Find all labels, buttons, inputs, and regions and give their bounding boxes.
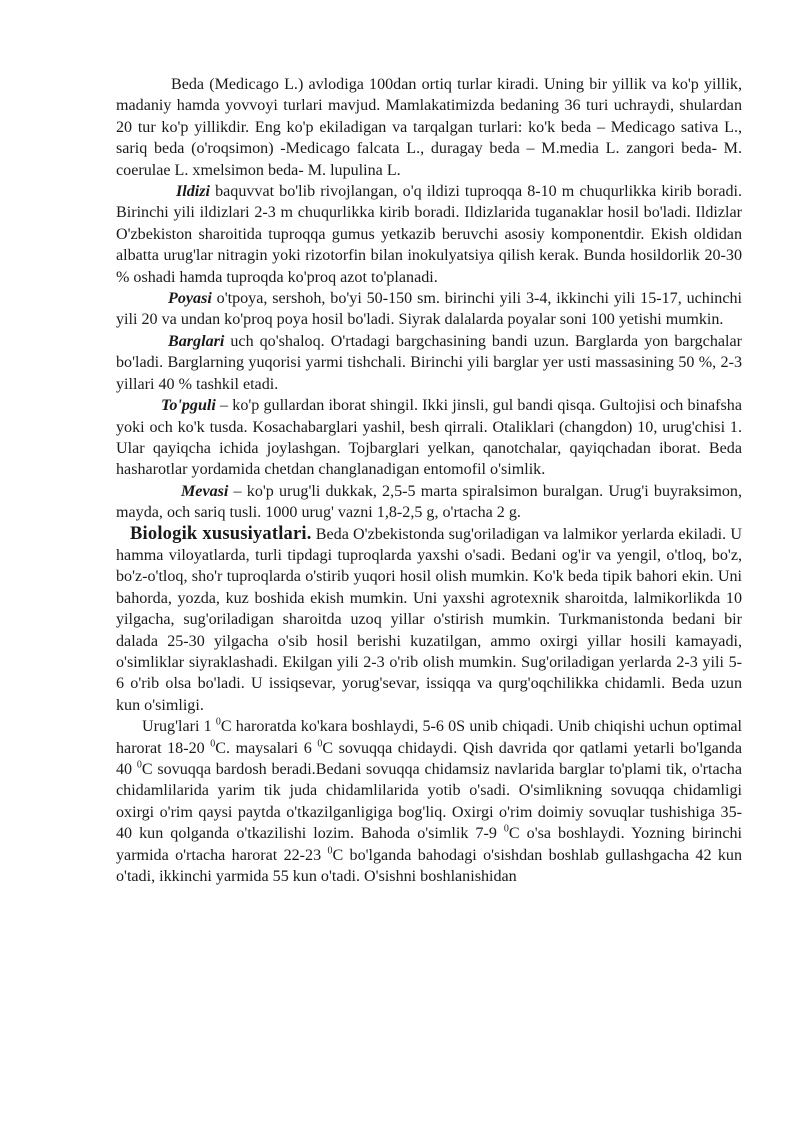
temp-text-a: Urug'lari 1 <box>142 718 216 736</box>
paragraph-temperature <box>116 716 742 887</box>
temp-text-c: C. maysalari 6 <box>215 739 318 757</box>
paragraph-leaves <box>116 331 742 395</box>
term-inflorescence: To'pguli <box>161 397 216 415</box>
temp-text-f: C o'sa boshlaydi. Yozning birinchi yarmida o'rtacha harorat 22-23 <box>116 825 742 864</box>
degree-mark: 0 <box>503 823 509 835</box>
document-page <box>116 74 742 887</box>
section-heading-biology: Biologik xususiyatlari. <box>130 523 312 544</box>
paragraph-root <box>116 181 742 288</box>
temp-text-e: C sovuqqa bardosh beradi.Bedani sovuqqa chidamsiz navlarida barglar to'plami tik, o'rtacha chidamlilarida yarim tik juda chidamlilarida yotib o'sadi. O'simlikning sovuqqa chidamligi oxirgi o'rim qaysi paytda o'tkazilganligiga bog'liq. Oxirgi o'rim doimiy sovuqlar tushishiga 35-40 kun qolganda o'tkazilishi lozim. Bahoda o'simlik 7-9 <box>116 761 742 843</box>
inflorescence-text: – ko'p gullardan iborat shingil. Ikki jinsli, gul bandi qisqa. Gultojisi och binafsha yoki och ko'k tusda. Kosachabarglari yashil, besh qirrali. Otaliklari (changdon) 10, urug'chisi 1. Ular qayiqcha ichida joylashgan. Tojbarglari yelkan, qanotchalar, qayiqchadan iborat. Beda hasharotlar yordamida chetdan changlanadigan entomofil o'simlik. <box>116 397 742 479</box>
root-text: baquvvat bo'lib rivojlangan, o'q ildizi tuproqqa 8-10 m chuqurlikka kirib boradi. Birinchi yili ildizlari 2-3 m chuqurlikka kirib boradi. Ildizlarida tuganaklar hosil bo'ladi. Ildizlar O'zbekiston sharoitida tuproqqa gumus yetkazib beruvchi asosiy komponentdir. Ekish oldidan albatta urug'lar nitragin yoki rizotorfin bilan inokulyatsiya qilish kerak. Bunda hosildorlik 20-30 % oshadi hamda tuproqda ko'proq azot to'planadi. <box>116 183 742 286</box>
degree-mark: 0 <box>317 738 323 750</box>
term-stem: Poyasi <box>168 290 212 308</box>
paragraph-stem <box>116 288 742 331</box>
paragraph-inflorescence <box>116 395 742 481</box>
degree-mark: 0 <box>136 759 142 771</box>
paragraph-intro <box>116 74 742 181</box>
temp-text-g: C bo'lganda bahodagi o'sishdan boshlab gullashgacha 42 kun o'tadi, ikkinchi yarmida 55 kun o'tadi. O'sishni boshlanishidan <box>116 846 742 886</box>
term-fruit: Mevasi <box>181 482 229 500</box>
leaves-text: uch qo'shaloq. O'rtadagi bargchasining bandi uzun. Barglarda yon bargchalar bo'ladi. Barglarning yuqorisi yarmi tishchali. Birinchi yili barglar yer usti massasining 50 %, 2-3 yillari 40 % tashkil etadi. <box>116 332 742 393</box>
degree-mark: 0 <box>215 716 221 728</box>
degree-mark: 0 <box>210 738 216 750</box>
paragraph-biology <box>116 524 742 717</box>
paragraph-fruit <box>116 481 742 524</box>
degree-mark: 0 <box>327 845 333 857</box>
temp-text-b: C haroratda ko'kara boshlaydi, 5-6 0S unib chiqadi. Unib chiqishi uchun optimal harorat 18-20 <box>116 718 742 757</box>
fruit-text: – ko'p urug'li dukkak, 2,5-5 marta spiralsimon buralgan. Urug'i buyraksimon, mayda, och sariq tusli. 1000 urug' vazni 1,8-2,5 g, o'rtacha 2 g. <box>116 482 742 522</box>
temp-text-d: C sovuqqa chidaydi. Qish davrida qor qatlami yetarli bo'lganda 40 <box>116 739 743 778</box>
stem-text: o'tpoya, sershoh, bo'yi 50-150 sm. birinchi yili 3-4, ikkinchi yili 15-17, uchinchi yili 20 va undan ko'proq poya hosil bo'ladi. Siyrak dalalarda poyalar soni 100 yetishi mumkin. <box>116 290 742 329</box>
term-leaves: Barglari <box>168 332 225 350</box>
term-root: Ildizi <box>176 183 210 201</box>
intro-text: Beda (Medicago L.) avlodiga 100dan ortiq turlar kiradi. Uning bir yillik va ko'p yillik, madaniy hamda yovvoyi turlari mavjud. Mamlakatimizda bedaning 36 turi uchraydi, shulardan 20 tur ko'p yillikdir. Eng ko'p ekiladigan va tarqalgan turlari: ko'k beda – Medicago sativa L., sariq beda (o'roqsimon) -Medicago falcata L., duragay beda – M.media L. zangori beda- M. coerulae L. xmelsimon beda- M. lupulina L. <box>116 76 742 179</box>
biology-text: Beda O'zbekistonda sug'oriladigan va lalmikor yerlarda ekiladi. U hamma viloyatlarda, turli tipdagi tuproqlarda yaxshi o'sadi. Bedani og'ir va yengil, o'tloq, bo'z, bo'z-o'tloq, sho'r tuproqlarda o'stirib yuqori hosil olish mumkin. Ko'k beda tipik bahori ekin. Uni bahorda, yozda, kuz boshida ekish mumkin. Uni yaxshi agrotexnik sharoitda, lalmikorlikda 10 yilgacha, sug'oriladigan sharoitda uzoq yillar o'stirish mumkin. Turkmanistonda bedani bir dalada 25-30 yilgacha o'sib hosil berishi kuzatilgan, ammo oxirgi yillar hosili kamayadi, o'simliklar siyraklashadi. Ekilgan yili 2-3 o'rib olish mumkin. Sug'oriladigan yerlarda 2-3 yili 5-6 o'rib olsa bo'ladi. U issiqsevar, yorug'sevar, issiqqa va qurg'oqchilikka chidamli. Beda uzun kun o'simligi. <box>116 525 742 714</box>
